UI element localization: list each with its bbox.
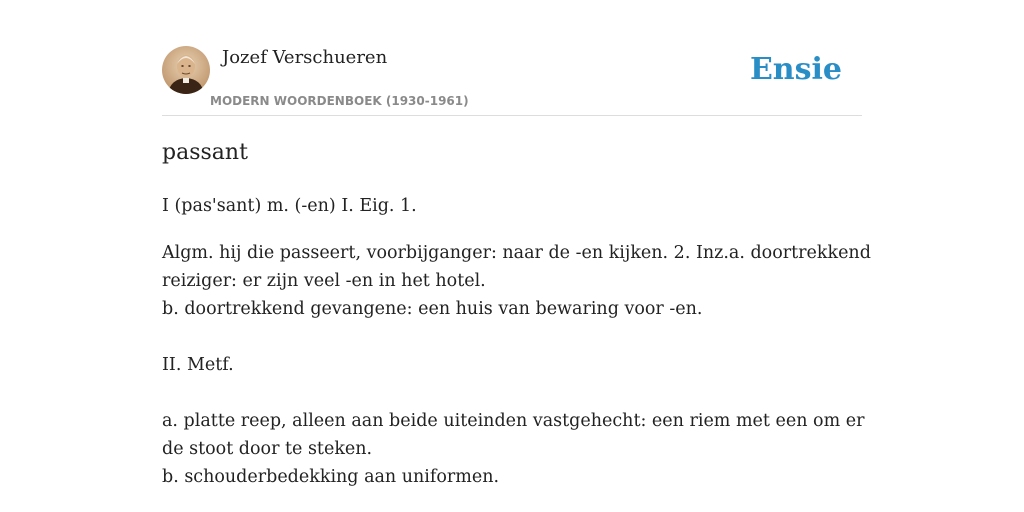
definition-line: b. schouderbedekking aan uniformen. — [162, 467, 500, 487]
entry-intro — [162, 192, 852, 220]
entry-header — [162, 46, 862, 116]
definition-line: reiziger: er zijn veel -en in het hotel. — [162, 271, 486, 291]
definition-line: b. doortrekkend gevangene: een huis van bewaring voor -en. — [162, 299, 703, 319]
definition-line: de stoot door te steken. — [162, 439, 373, 459]
author-name[interactable]: Jozef Verschueren — [222, 47, 388, 68]
definition-line: a. platte reep, alleen aan beide uiteinden vastgehecht: een riem met een om er — [162, 411, 865, 431]
ensie-logo[interactable]: Ensie — [749, 52, 842, 87]
definition-line: Algm. hij die passeert, voorbijganger: naar de -en kijken. 2. Inz.a. doortrekkend — [162, 243, 871, 263]
entry-card — [162, 0, 871, 512]
author-avatar[interactable] — [162, 46, 210, 94]
intro-line: I (pas'sant) m. (-en) I. Eig. 1. — [162, 196, 417, 216]
entry-title: passant — [162, 140, 248, 165]
source-dictionary-label[interactable]: MODERN WOORDENBOEK (1930-1961) — [210, 94, 469, 108]
section-heading — [162, 351, 852, 379]
section-label: II. Metf. — [162, 355, 234, 375]
definition-paragraph-1 — [162, 239, 871, 323]
definition-paragraph-2 — [162, 407, 865, 491]
author-portrait-image — [162, 46, 210, 94]
